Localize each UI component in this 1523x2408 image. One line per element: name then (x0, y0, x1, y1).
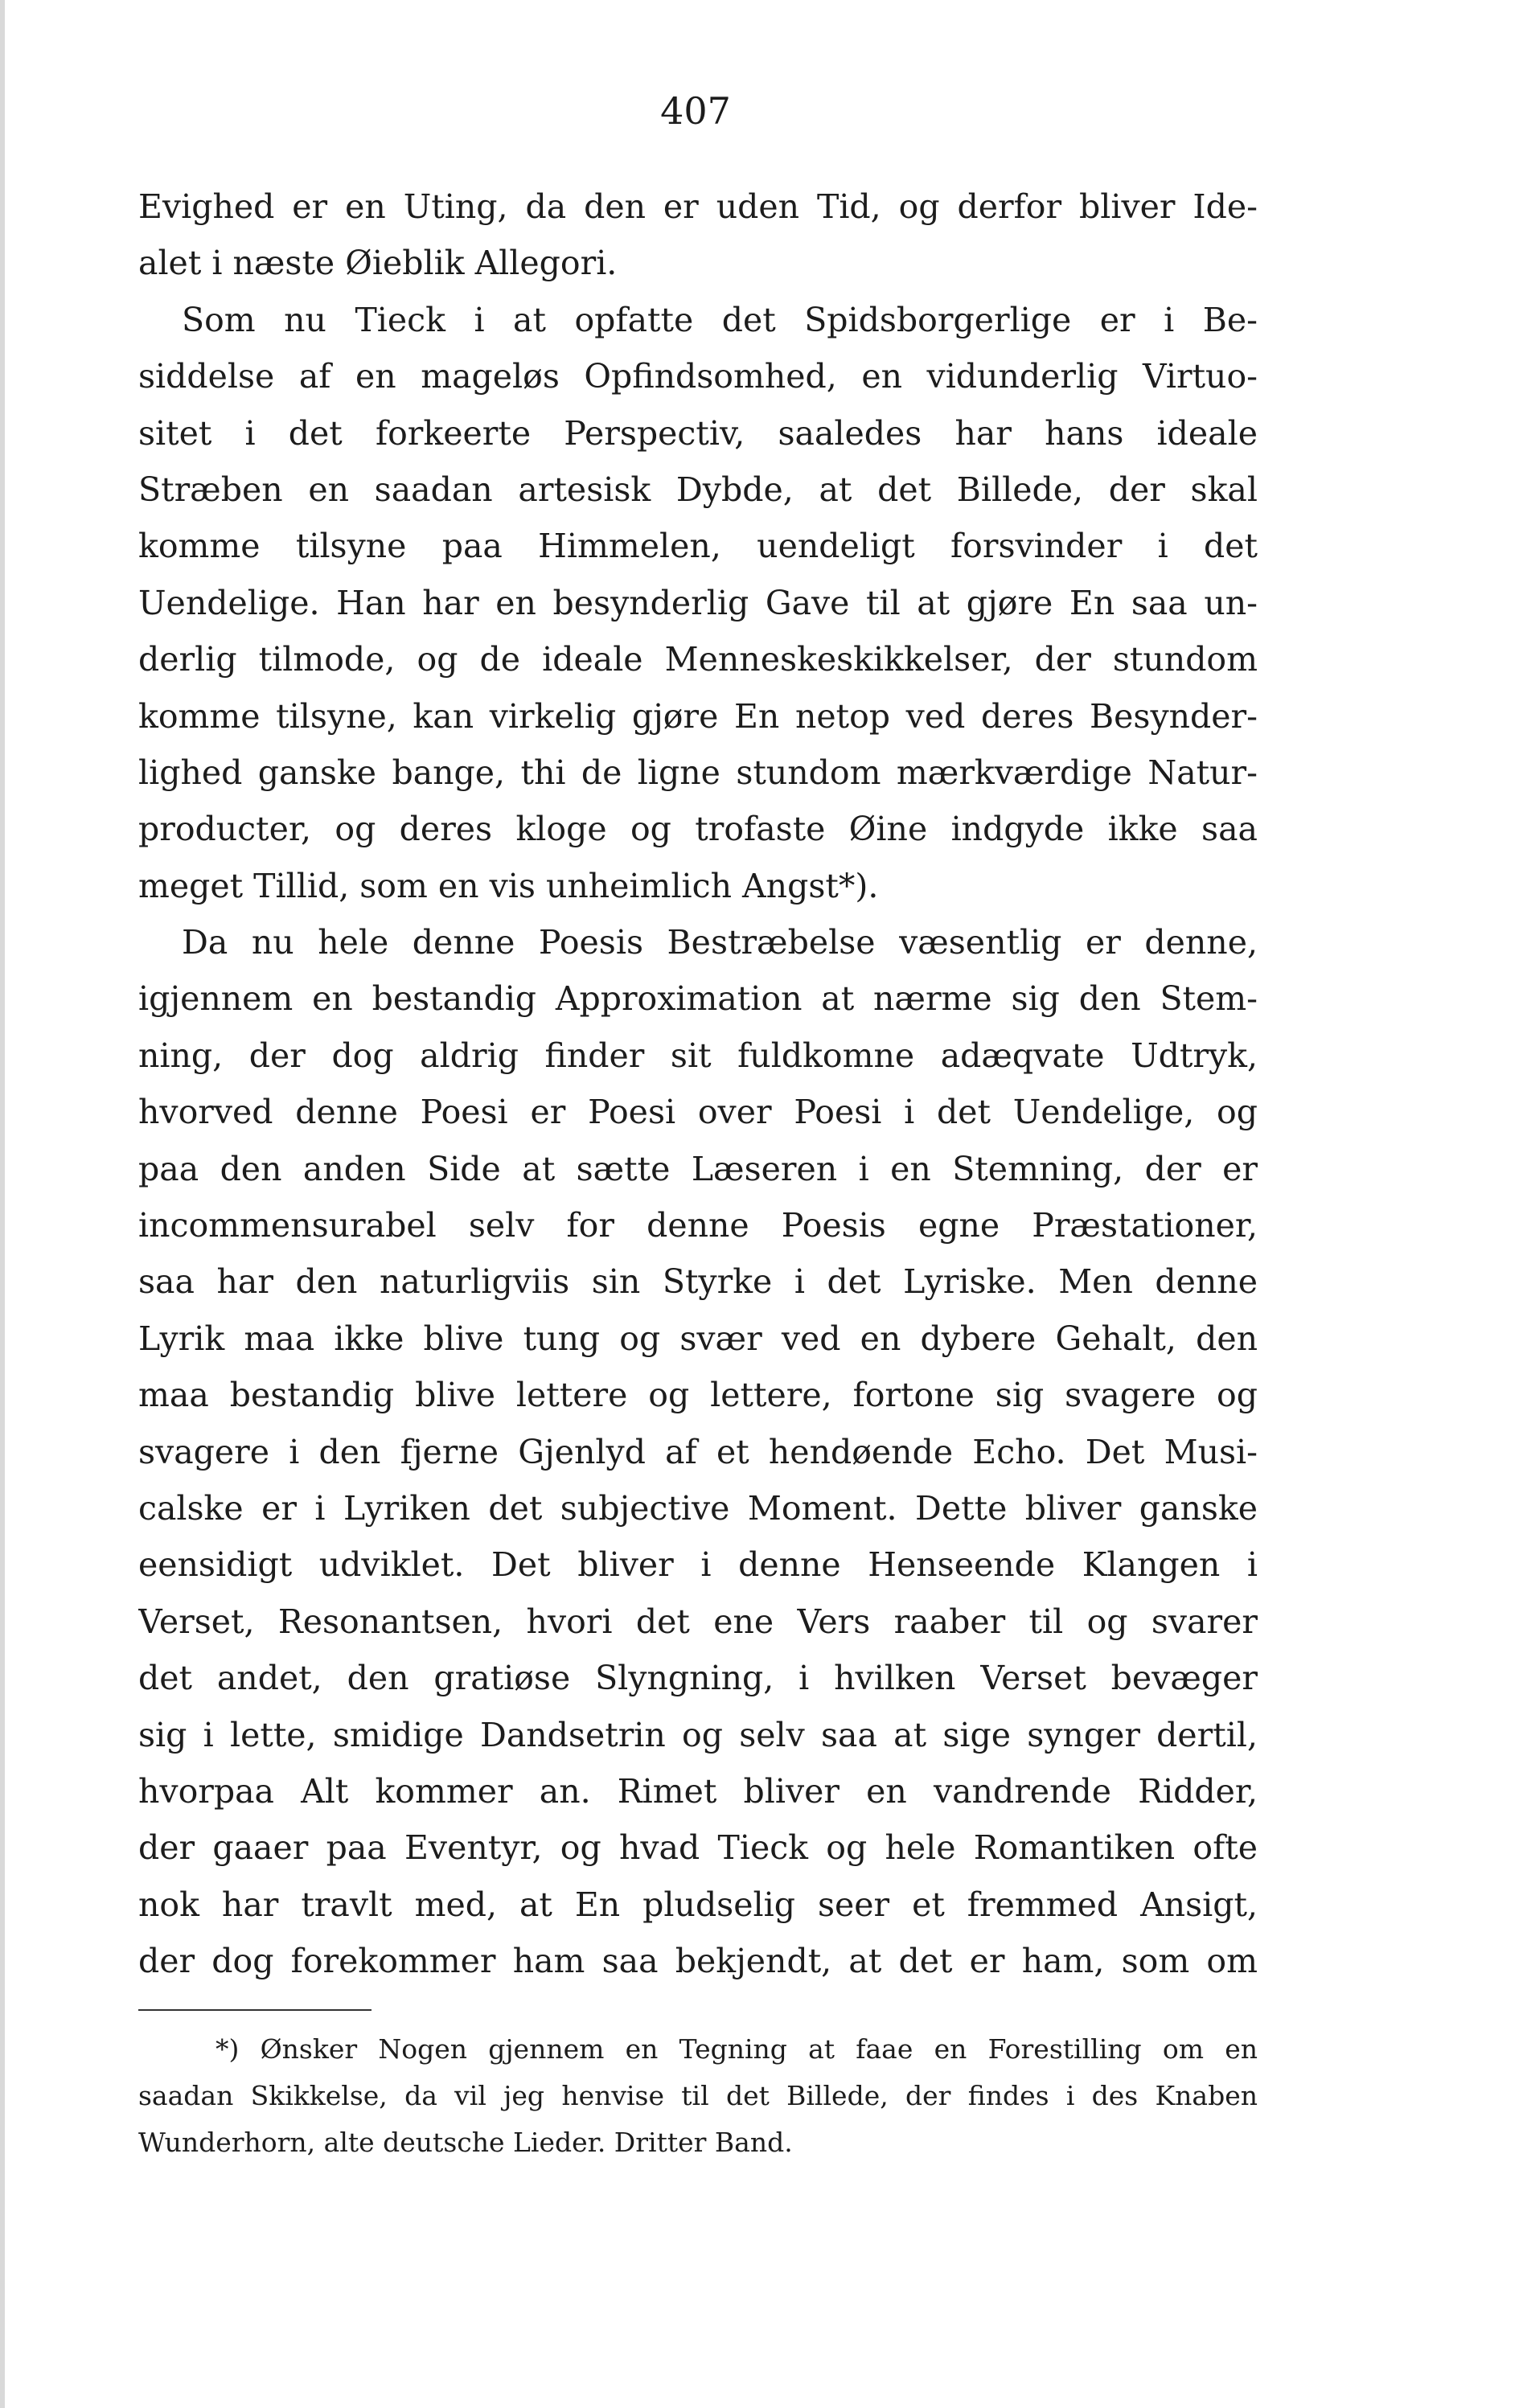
text-line: sig i lette, smidige Dandsetrin og selv saa at sige synger dertil, (138, 1715, 1258, 1754)
text-line: der dog forekommer ham saa bekjendt, at det er ham, som om (138, 1942, 1258, 1981)
text-line: producter, og deres kloge og trofaste Øine indgyde ikke saa (138, 810, 1258, 849)
text-line: Evighed er en Uting, da den er uden Tid, og derfor bliver Ide- (138, 187, 1258, 226)
text-line: lighed ganske bange, thi de ligne stundom mærkværdige Natur- (138, 753, 1258, 792)
text-line: ning, der dog aldrig finder sit fuldkomne adæqvate Udtryk, (138, 1036, 1258, 1075)
text-line: igjennem en bestandig Approximation at nærme sig den Stem- (138, 979, 1258, 1019)
text-line: Uendelige. Han har en besynderlig Gave til at gjøre En saa un- (138, 583, 1258, 622)
text-line: calske er i Lyriken det subjective Moment. Dette bliver ganske (138, 1488, 1258, 1528)
text-line: svagere i den fjerne Gjenlyd af et hendøende Echo. Det Musi- (138, 1432, 1258, 1471)
footnote-line: Wunderhorn, alte deutsche Lieder. Dritter Band. (138, 2127, 793, 2158)
text-line: maa bestandig blive lettere og lettere, fortone sig svagere og (138, 1376, 1258, 1415)
footnote-line: saadan Skikkelse, da vil jeg henvise til det Billede, der findes i des Knaben (138, 2080, 1258, 2111)
text-line: Da nu hele denne Poesis Bestræbelse væsentlig er denne, (182, 923, 1258, 962)
text-line: eensidigt udviklet. Det bliver i denne Henseende Klangen i (138, 1545, 1258, 1585)
text-line: alet i næste Øieblik Allegori. (138, 244, 618, 283)
page-edge (0, 0, 5, 2408)
footnote-rule (138, 2009, 372, 2011)
text-line: incommensurabel selv for denne Poesis egne Præstationer, (138, 1206, 1258, 1245)
text-line: saa har den naturligviis sin Styrke i det Lyriske. Men denne (138, 1262, 1258, 1302)
footnote-line: *) Ønsker Nogen gjennem en Tegning at faae en Forestilling om en (216, 2033, 1258, 2065)
text-line: Stræben en saadan artesisk Dybde, at det Billede, der skal (138, 470, 1258, 509)
page-number: 407 (660, 89, 731, 133)
text-line: det andet, den gratiøse Slyngning, i hvilken Verset bevæger (138, 1659, 1258, 1698)
text-line: paa den anden Side at sætte Læseren i en Stemning, der er (138, 1149, 1258, 1188)
text-line: Lyrik maa ikke blive tung og svær ved en dybere Gehalt, den (138, 1319, 1258, 1358)
text-line: Verset, Resonantsen, hvori det ene Vers raaber til og svarer (138, 1602, 1258, 1641)
body-text (138, 178, 1258, 1990)
text-line: derlig tilmode, og de ideale Menneskeskikkelser, der stundom (138, 640, 1258, 679)
text-line: nok har travlt med, at En pludselig seer et fremmed Ansigt, (138, 1885, 1258, 1924)
text-line: komme tilsyne, kan virkelig gjøre En netop ved deres Besynder- (138, 696, 1258, 736)
text-line: meget Tillid, som en vis unheimlich Angst*). (138, 866, 879, 905)
text-line: siddelse af en mageløs Opfindsomhed, en vidunderlig Virtuo- (138, 357, 1258, 396)
text-line: hvorpaa Alt kommer an. Rimet bliver en vandrende Ridder, (138, 1771, 1258, 1811)
text-line: Som nu Tieck i at opfatte det Spidsborgerlige er i Be- (182, 300, 1258, 339)
text-line: hvorved denne Poesi er Poesi over Poesi i det Uendelige, og (138, 1093, 1258, 1132)
footnote (138, 2026, 1258, 2166)
text-line: komme tilsyne paa Himmelen, uendeligt forsvinder i det (138, 527, 1258, 566)
text-line: sitet i det forkeerte Perspectiv, saaledes har hans ideale (138, 413, 1258, 453)
text-line: der gaaer paa Eventyr, og hvad Tieck og hele Romantiken ofte (138, 1828, 1258, 1868)
